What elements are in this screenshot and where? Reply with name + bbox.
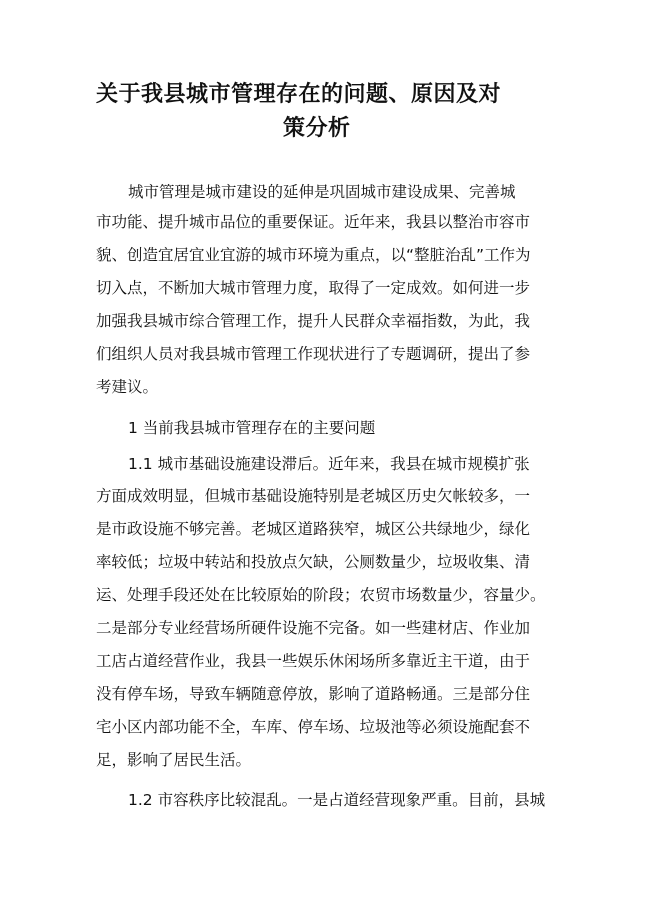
section-heading-1: 1 当前我县城市管理存在的主要问题: [128, 419, 376, 437]
paragraph-1-1-line-1: 1.1 城市基础设施建设滞后。近年来，我县在城市规模扩张: [128, 455, 530, 473]
paragraph-1-1-line-9: 宅小区内部功能不全，车库、停车场、垃圾池等必须设施配套不: [96, 718, 531, 736]
paragraph-1-line-5: 加强我县城市综合管理工作，提升人民群众幸福指数，为此，我: [96, 312, 531, 330]
paragraph-1-1-line-7: 工店占道经营作业，我县一些娱乐休闲场所多靠近主干道，由于: [96, 652, 531, 670]
paragraph-1-1-line-10: 足，影响了居民生活。: [96, 751, 252, 769]
paragraph-1-line-1: 城市管理是城市建设的延伸是巩固城市建设成果、完善城: [128, 183, 516, 201]
paragraph-1-line-2: 市功能、提升城市品位的重要保证。近年来，我县以整治市容市: [96, 213, 531, 231]
paragraph-1-2-line-1: 1.2 市容秩序比较混乱。一是占道经营现象严重。目前，县城: [128, 791, 546, 809]
paragraph-1-line-3: 貌、创造宜居宜业宜游的城市环境为重点，以“整脏治乱”工作为: [96, 246, 531, 264]
document-title-line-1: 关于我县城市管理存在的问题、原因及对: [96, 82, 502, 107]
paragraph-1-1-line-5: 运、处理手段还处在比较原始的阶段；农贸市场数量少，容量少。: [96, 586, 546, 604]
paragraph-1-1-line-3: 是市政设施不够完善。老城区道路狭窄，城区公共绿地少，绿化: [96, 520, 531, 538]
paragraph-1-1-line-6: 二是部分专业经营场所硬件设施不完备。如一些建材店、作业加: [96, 619, 531, 637]
document-title-line-2: 策分析: [283, 116, 351, 141]
paragraph-1-1-line-8: 没有停车场，导致车辆随意停放，影响了道路畅通。三是部分住: [96, 685, 531, 703]
paragraph-1-1-line-2: 方面成效明显，但城市基础设施特别是老城区历史欠帐较多，一: [96, 487, 531, 505]
paragraph-1-line-4: 切入点，不断加大城市管理力度，取得了一定成效。如何进一步: [96, 279, 531, 297]
paragraph-1-1-line-4: 率较低；垃圾中转站和投放点欠缺，公厕数量少，垃圾收集、清: [96, 553, 531, 571]
paragraph-1-line-6: 们组织人员对我县城市管理工作现状进行了专题调研，提出了参: [96, 345, 531, 363]
paragraph-1-line-7: 考建议。: [96, 378, 159, 396]
